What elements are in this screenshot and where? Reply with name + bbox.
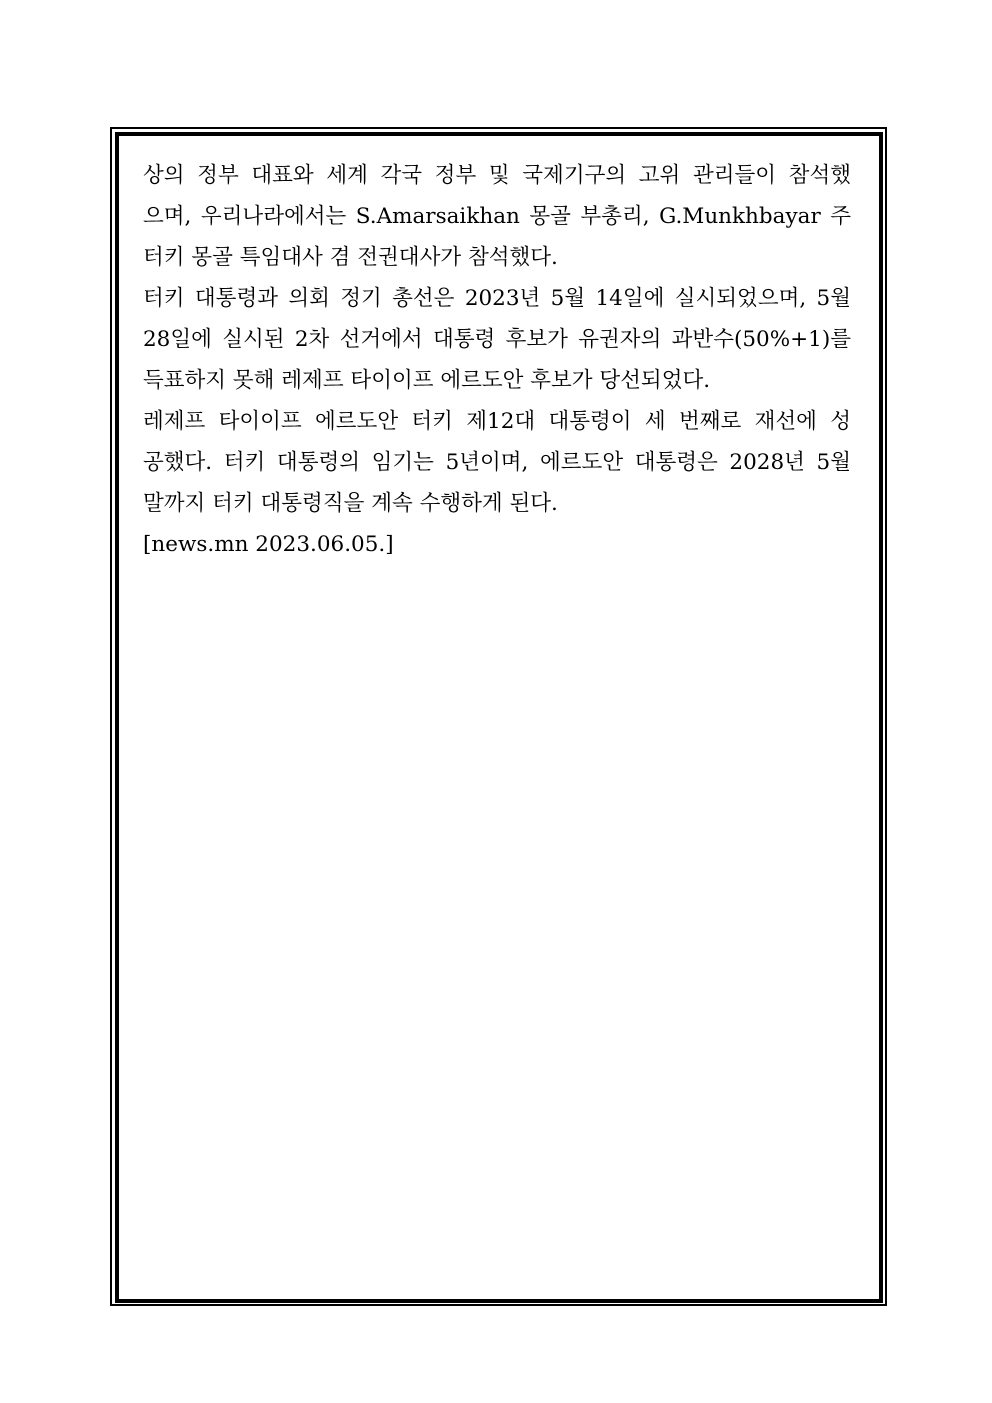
text-line: 으며, 우리나라에서는 S.Amarsaikhan 몽골 부총리, G.Munkhbayar 주 xyxy=(143,204,851,229)
source-citation: [news.mn 2023.06.05.] xyxy=(143,532,394,557)
text-line: 공했다. 터키 대통령의 임기는 5년이며, 에르도안 대통령은 2028년 5월 xyxy=(143,450,851,475)
text-line: 터키 몽골 특임대사 겸 전권대사가 참석했다. xyxy=(143,245,558,270)
text-line: 상의 정부 대표와 세계 각국 정부 및 국제기구의 고위 관리들이 참석했 xyxy=(143,163,851,188)
text-line: 말까지 터키 대통령직을 계속 수행하게 된다. xyxy=(143,491,558,516)
article-body xyxy=(143,155,851,565)
text-line: 득표하지 못해 레제프 타이이프 에르도안 후보가 당선되었다. xyxy=(143,368,711,393)
text-line: 레제프 타이이프 에르도안 터키 제12대 대통령이 세 번째로 재선에 성 xyxy=(143,409,851,434)
text-line: 28일에 실시된 2차 선거에서 대통령 후보가 유권자의 과반수(50%+1)를 xyxy=(143,327,851,352)
text-line: 터키 대통령과 의회 정기 총선은 2023년 5월 14일에 실시되었으며, 5월 xyxy=(143,286,851,311)
